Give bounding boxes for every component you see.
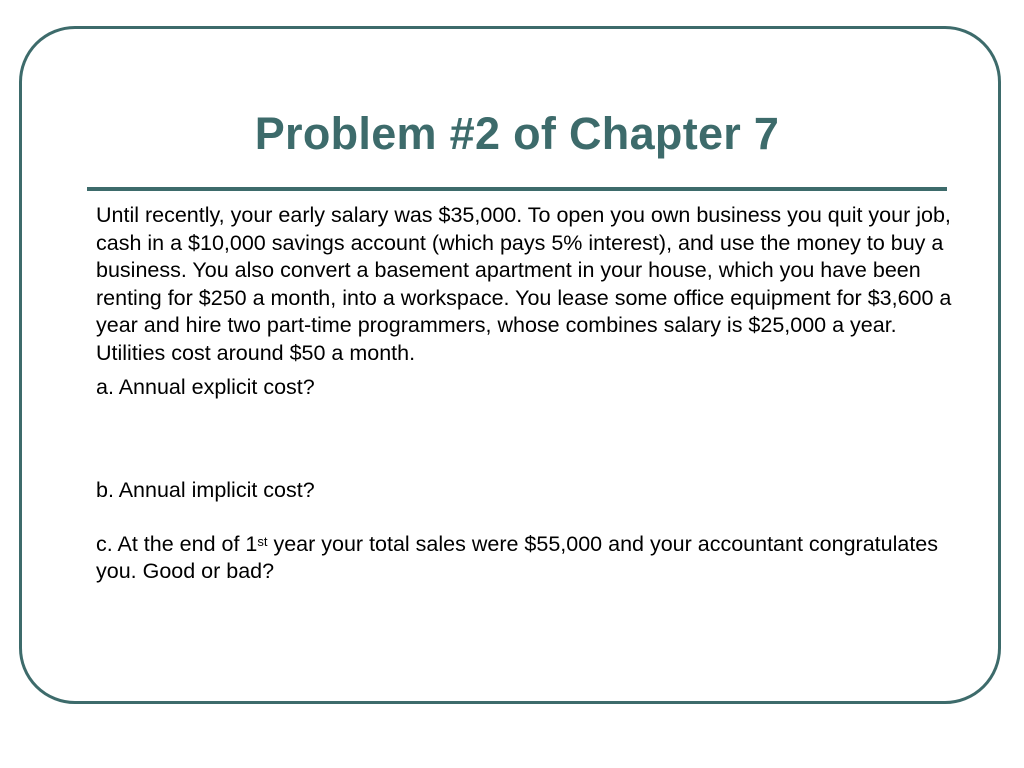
question-a: a. Annual explicit cost? xyxy=(96,374,315,399)
problem-statement: Until recently, your early salary was $35,000. To open you own business you quit your job, cash in a $10,000 savings account (which pays 5% interest), and use the money to buy a business. You also convert a basement apartment in your house, which you have been renting for $250 a month, into a workspace. You lease some office equipment for $3,600 a year and hire two part-time programmers, whose combines salary is $25,000 a year. Utilities cost around $50 a month. xyxy=(96,203,952,365)
question-c-start: c. At the end of 1 xyxy=(96,531,258,556)
slide-title: Problem #2 of Chapter 7 xyxy=(254,108,780,159)
slide-body xyxy=(96,202,956,586)
title-divider xyxy=(87,187,947,191)
question-c-end: year your total sales were $55,000 and your accountant congratulates you. Good or bad? xyxy=(96,531,938,584)
question-b: b. Annual implicit cost? xyxy=(96,478,315,503)
question-c-superscript: st xyxy=(257,533,268,549)
question-c xyxy=(96,531,956,586)
